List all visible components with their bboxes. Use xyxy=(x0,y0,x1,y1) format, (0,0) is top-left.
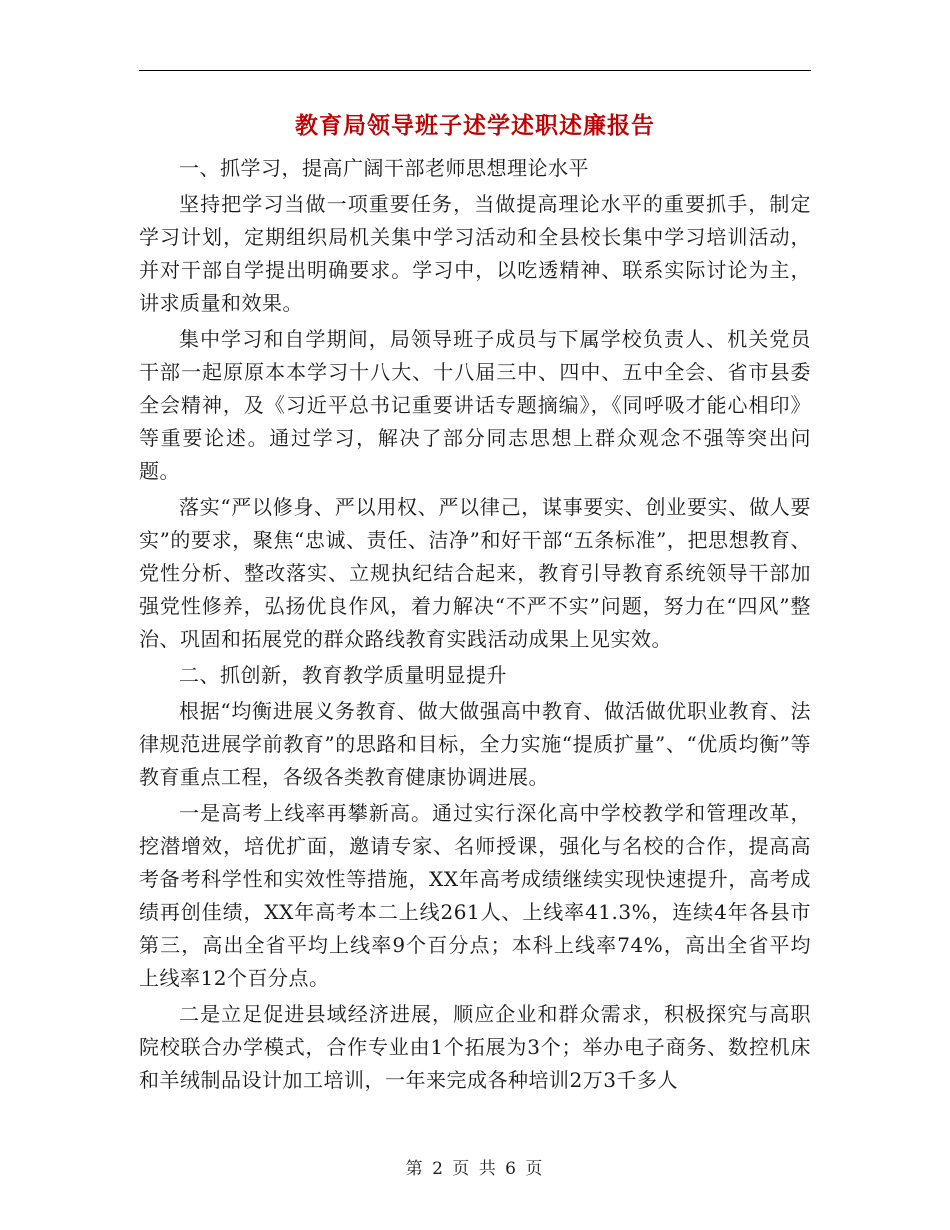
document-body xyxy=(139,152,811,1100)
header-rule xyxy=(139,70,811,71)
paragraph: 二是立足促进县域经济进展，顺应企业和群众需求，积极探究与高职院校联合办学模式，合作专业由1个拓展为3个；举办电子商务、数控机床和羊绒制品设计加工培训，一年来完成各种培训2万3千多人 xyxy=(139,1002,811,1092)
paragraph: 坚持把学习当做一项重要任务，当做提高理论水平的重要抓手，制定学习计划，定期组织局机关集中学习活动和全县校长集中学习培训活动，并对干部自学提出明确要求。学习中，以吃透精神、联系实际讨论为主，讲求质量和效果。 xyxy=(139,192,811,315)
paragraph: 集中学习和自学期间，局领导班子成员与下属学校负责人、机关党员干部一起原原本本学习十八大、十八届三中、四中、五中全会、省市县委全会精神，及《习近平总书记重要讲话专题摘编》，《同呼吸才能心相印》等重要论述。通过学习，解决了部分同志思想上群众观念不强等突出问题。 xyxy=(139,327,811,483)
section-heading-2: 二、抓创新，教育教学质量明显提升 xyxy=(179,663,507,687)
page-number: 第 2 页 共 6 页 xyxy=(405,1159,545,1179)
section-heading-1: 一、抓学习，提高广阔干部老师思想理论水平 xyxy=(179,156,589,180)
paragraph: 根据“均衡进展义务教育、做大做强高中教育、做活做优职业教育、法律规范进展学前教育”的思路和目标，全力实施“提质扩量”、“优质均衡”等教育重点工程，各级各类教育健康协调进展。 xyxy=(139,699,811,789)
paragraph: 落实“严以修身、严以用权、严以律己，谋事要实、创业要实、做人要实”的要求，聚焦“忠诚、责任、洁净”和好干部“五条标准”，把思想教育、党性分析、整改落实、立规执纪结合起来，教育引导教育系统领导干部加强党性修养，弘扬优良作风，着力解决“不严不实”问题，努力在“四风”整治、巩固和拓展党的群众路线教育实践活动成果上见实效。 xyxy=(139,495,811,651)
document-title: 教育局领导班子述学述职述廉报告 xyxy=(295,112,655,139)
paragraph: 一是高考上线率再攀新高。通过实行深化高中学校教学和管理改革，挖潜增效，培优扩面，邀请专家、名师授课，强化与名校的合作，提高高考备考科学性和实效性等措施，XX年高考成绩继续实现快速提升，高考成绩再创佳绩，XX年高考本二上线261人、上线率41.3%，连续4年各县市第三，高出全省平均上线率9个百分点；本科上线率74%，高出全省平均上线率12个百分点。 xyxy=(139,801,811,990)
